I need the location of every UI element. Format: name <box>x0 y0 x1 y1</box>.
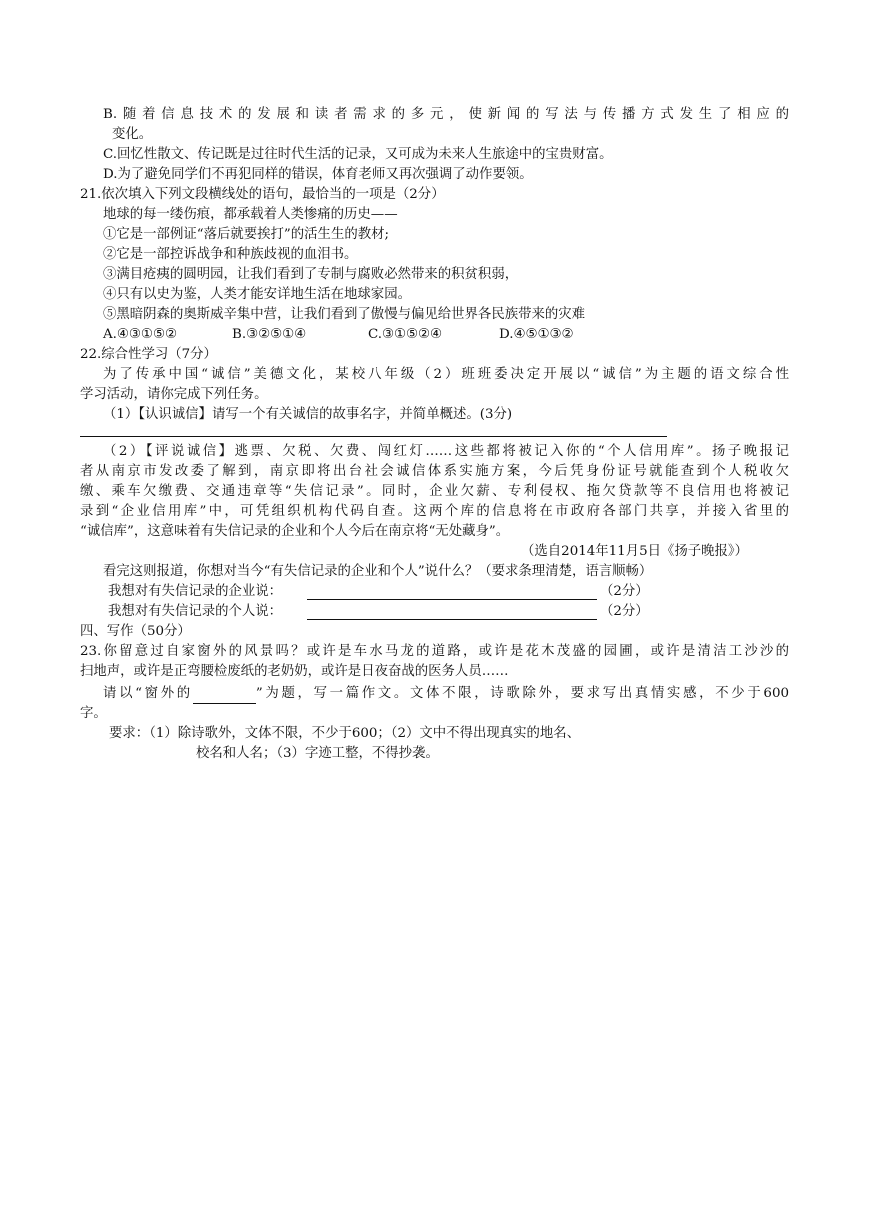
q23-line2: 扫地声，或许是正弯腰检废纸的老奶奶，或许是日夜奋战的医务人员…… <box>80 664 509 679</box>
q22-source-citation: （选自2014年11月5日《扬子晚报》） <box>521 544 749 559</box>
q20-option-d: D.为了避免同学们不再犯同样的错误，体育老师又再次强调了动作要领。 <box>103 167 533 182</box>
q22-task1: （1）【认识诚信】请写一个有关诚信的故事名字，并简单概述。(3分) <box>103 407 513 422</box>
q21-item-1: ①它是一部例证“落后就要挨打”的活生生的教材; <box>103 227 390 242</box>
q23-requirements-line1: 要求：（1）除诗歌外，文体不限，不少于600；（2）文中不得出现真实的地名、 <box>109 726 581 741</box>
q22-intro-line1: 为了传承中国“诚信”美德文化，某校八年级（2）班班委决定开展以“诚信”为主题的语文综合性 <box>103 367 789 382</box>
q22-task1-answer-line[interactable] <box>80 436 667 437</box>
q20-option-b-line2: 变化。 <box>112 127 153 142</box>
q23-title-suffix: ”为题，写一篇作文。文体不限，诗歌除外，要求写出真情实感，不少于600 <box>255 686 789 701</box>
q22-task2-line3: 缴、乘车欠缴费、交通违章等“失信记录”。同时，企业欠薪、专利侵权、拖欠贷款等不良信用也将被记 <box>80 484 789 499</box>
q22-task2-line1: （2）【评说诚信】逃票、欠税、欠费、闯红灯……这些都将被记入你的“个人信用库”。扬子晚报记 <box>103 444 789 459</box>
q22-to-company-label: 我想对有失信记录的企业说： <box>108 584 283 599</box>
q21-item-3: ③满目疮痍的圆明园，让我们看到了专制与腐败必然带来的积贫积弱， <box>103 267 519 282</box>
q23-title-instruction-line2: 字。 <box>80 706 107 721</box>
q22-to-company-score: （2分） <box>600 584 649 599</box>
q21-option-a: A.④③①⑤② <box>103 327 177 342</box>
q21-option-b: B.③②⑤①④ <box>232 327 307 342</box>
q23-requirements-line2: 校名和人名；（3）字迹工整，不得抄袭。 <box>196 746 439 761</box>
q21-lead: 地球的每一缕伤痕，都承载着人类惨痛的历史—— <box>103 207 398 222</box>
q23-line1: 23.你留意过自家窗外的风景吗？或许是车水马龙的道路，或许是花木茂盛的园圃，或许是清洁工沙沙的 <box>80 644 789 659</box>
q21-item-5: ⑤黑暗阴森的奥斯威辛集中营，让我们看到了傲慢与偏见给世界各民族带来的灾难 <box>103 307 586 322</box>
q22-task2-line4: 录到“企业信用库”中，可凭组织机构代码自查。这两个库的信息将在市政府各部门共享，并接入省里的 <box>80 504 789 519</box>
q20-option-c: C.回忆性散文、传记既是过往时代生活的记录，又可成为未来人生旅途中的宝贵财富。 <box>103 147 613 162</box>
q21-option-d: D.④⑤①③② <box>499 327 574 342</box>
q21-item-2: ②它是一部控诉战争和种族歧视的血泪书。 <box>103 247 358 262</box>
q22-stem: 22.综合性学习（7分） <box>80 347 217 362</box>
q21-option-c: C.③①⑤②④ <box>368 327 443 342</box>
q23-title-prefix: 请以“窗外的 <box>103 686 193 701</box>
q21-item-4: ④只有以史为鉴，人类才能安详地生活在地球家园。 <box>103 287 411 302</box>
q22-to-company-answer-line[interactable] <box>307 599 597 600</box>
q22-to-person-answer-line[interactable] <box>307 619 597 620</box>
q22-task2-line2: 者从南京市发改委了解到，南京即将出台社会诚信体系实施方案，今后凭身份证号就能查到个人税收欠 <box>80 464 789 479</box>
q23-title-blank[interactable] <box>193 688 256 704</box>
q23-title-instruction <box>103 684 789 704</box>
q22-to-person-label: 我想对有失信记录的个人说： <box>108 604 283 619</box>
section-4-heading: 四、写作（50分） <box>80 624 191 639</box>
q20-option-b-line1: B.随着信息技术的发展和读者需求的多元，使新闻的写法与传播方式发生了相应的 <box>103 107 789 122</box>
q22-to-person-score: （2分） <box>600 604 649 619</box>
q22-task2-line5: “诚信库”，这意味着有失信记录的企业和个人今后在南京将“无处藏身”。 <box>80 524 510 539</box>
q21-stem: 21.依次填入下列文段横线处的语句，最恰当的一项是（2分） <box>80 187 445 202</box>
q22-intro-line2: 学习活动，请你完成下列任务。 <box>80 387 268 402</box>
q22-prompt: 看完这则报道，你想对当今“有失信记录的企业和个人”说什么？（要求条理清楚，语言顺畅） <box>103 564 653 579</box>
